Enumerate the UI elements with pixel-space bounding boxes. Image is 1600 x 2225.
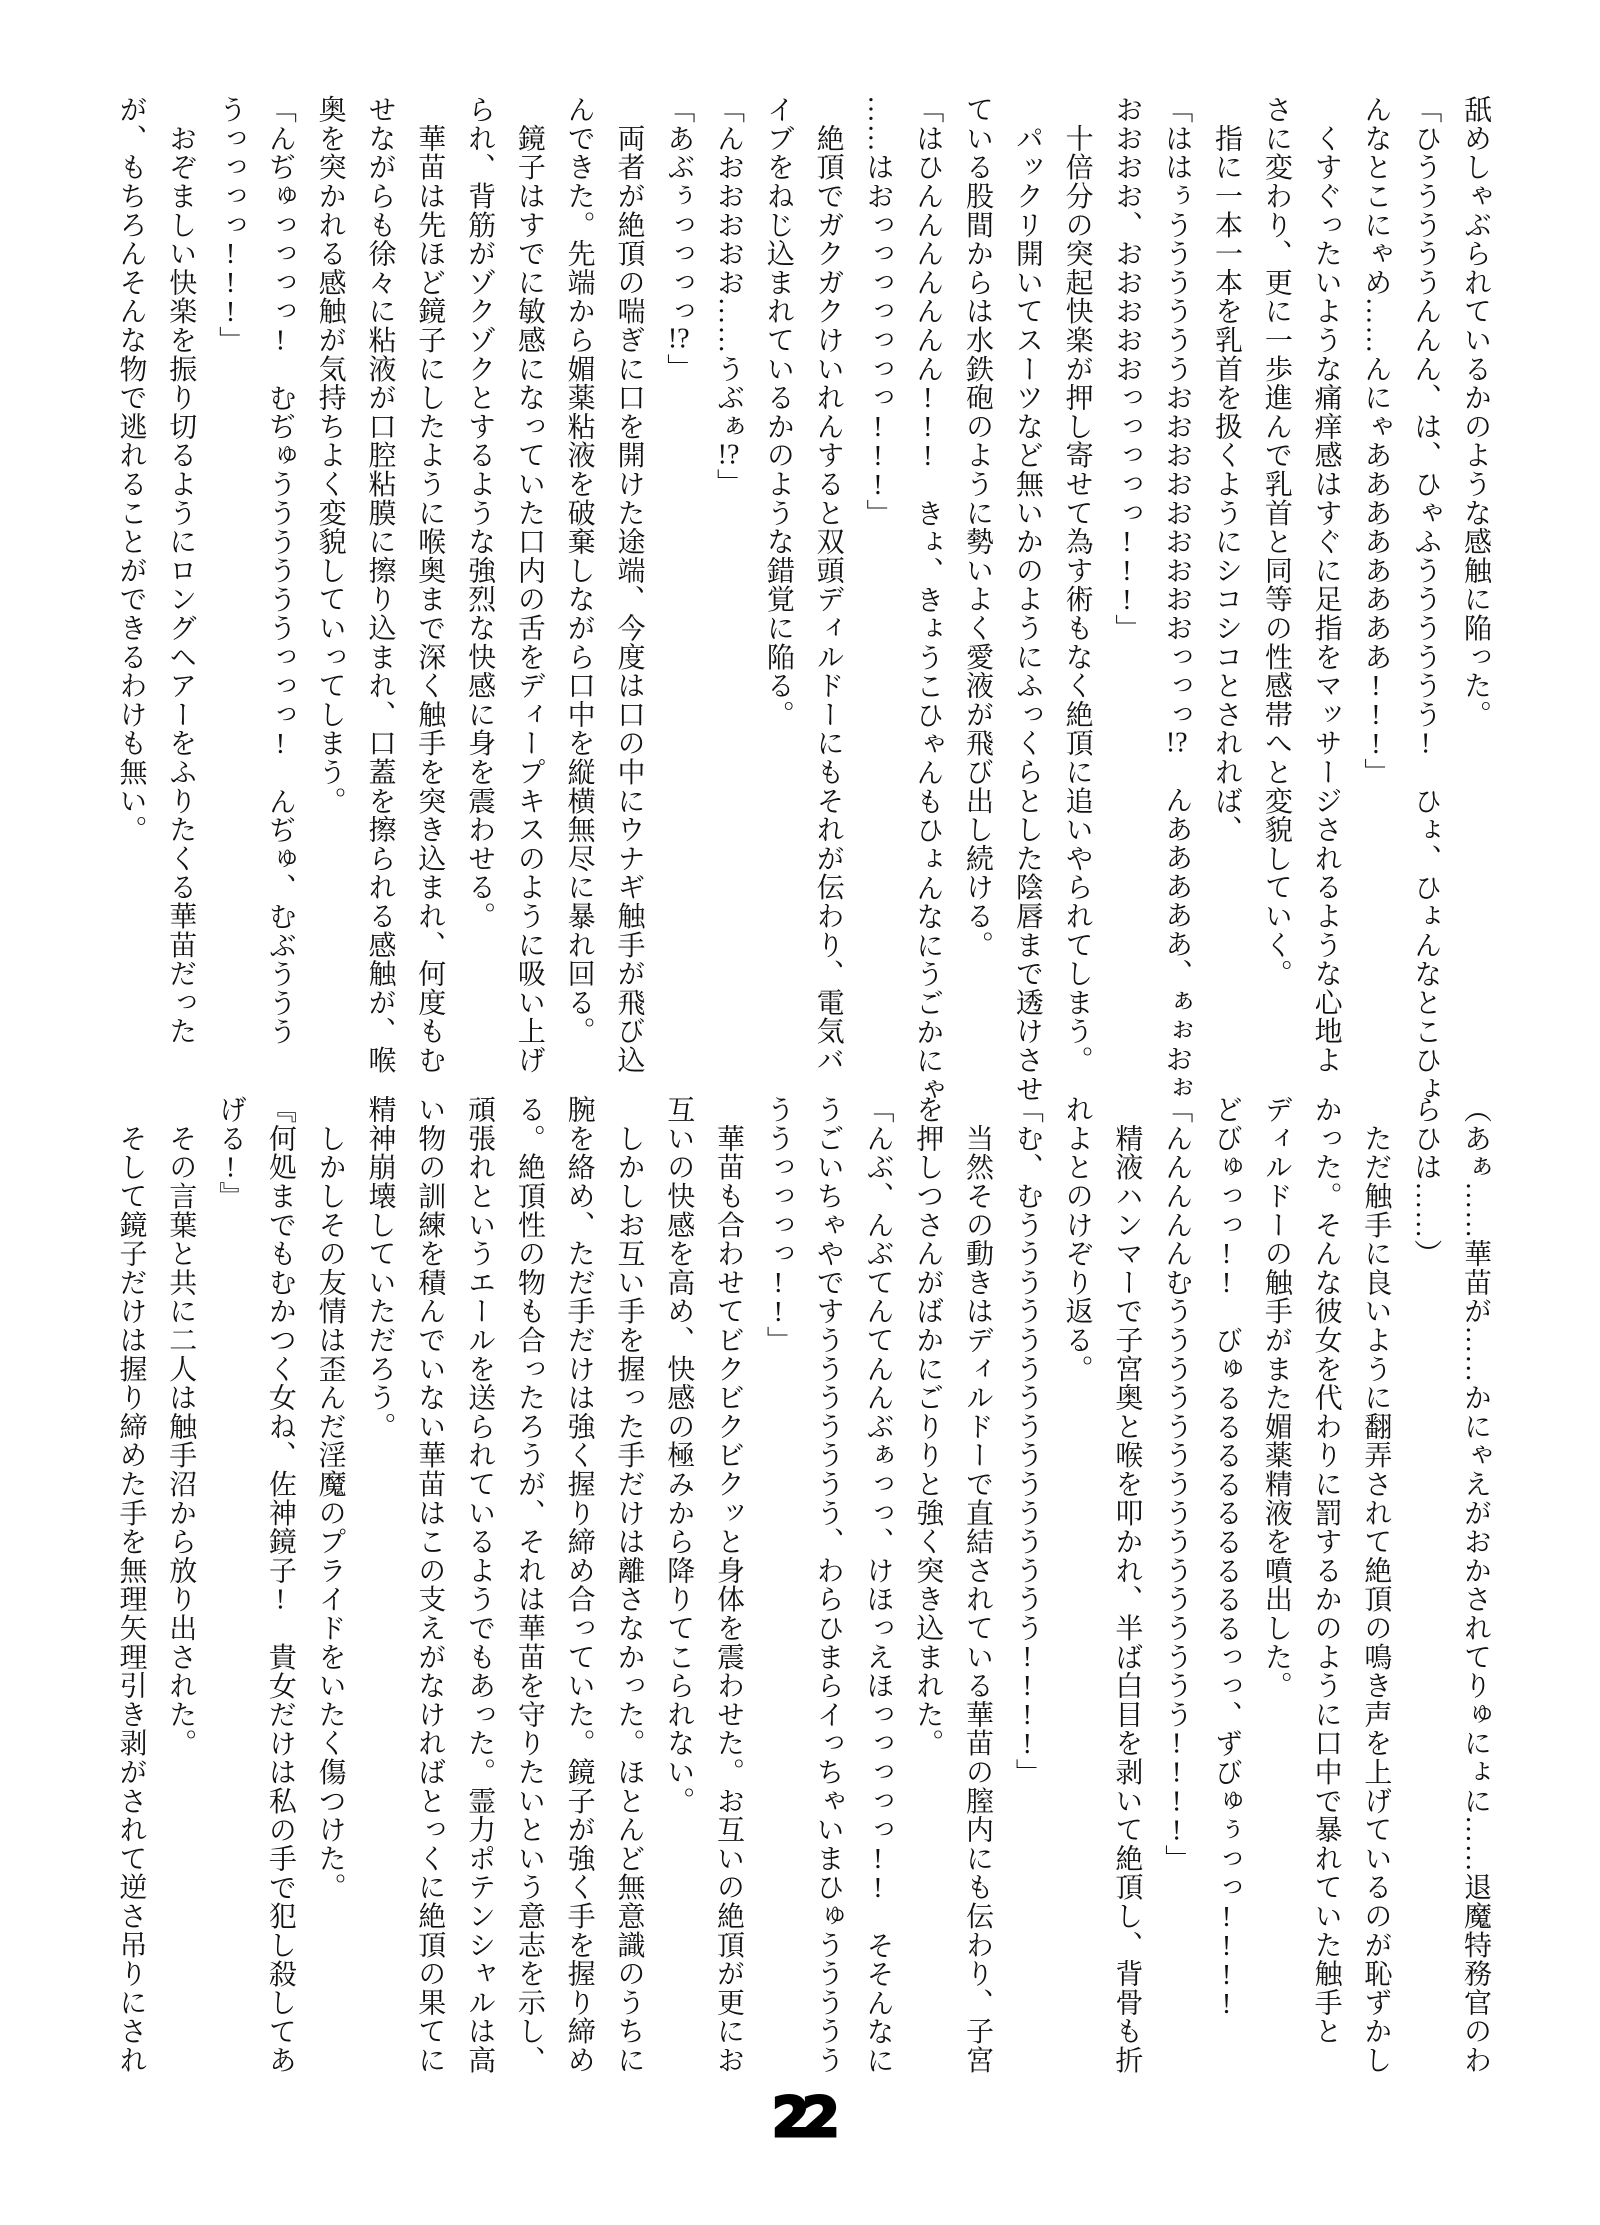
text-column: かった。そんな彼女を代わりに罰するかのように口中で暴れていた触手と [1310, 1095, 1342, 2046]
text-column: 華苗も合わせてビクビクビクッと身体を震わせた。お互いの絶頂が更にお [713, 1095, 745, 2075]
text-column: くすぐったいような痛痒感はすぐに足指をマッサージされるような心地よ [1310, 95, 1342, 1075]
punctuation-run: !! [762, 1267, 794, 1326]
punctuation-run: !!! [215, 239, 247, 326]
text-column: る。絶頂性の物も合ったろうが、それは華苗を守りたいという意志を示し、 [513, 1095, 545, 2075]
punctuation-run: !! [1211, 1239, 1243, 1297]
punctuation-run: !!! [1360, 671, 1392, 758]
text-column: らひは……） [1410, 1095, 1442, 1268]
text-column: 精神崩壊していただろう。 [364, 1095, 396, 1441]
text-column: どびゅっっ!! びゅるるるるるるるるるっっ、ずびゅぅっっ!!!! [1211, 1095, 1243, 2018]
text-column: 両者が絶頂の喘ぎに口を開けた途端、今度は口の中にウナギ触手が飛び込 [613, 95, 645, 1075]
text-column: うごいちゃやですううううううう、わらひまらイっちゃいまひゅううううう [812, 1095, 844, 2075]
text-column: 「あぶぅっっっっ!?」 [663, 95, 695, 383]
text-column: しかしお互い手を握った手だけは離さなかった。ほとんど無意識のうちに [613, 1095, 645, 2075]
punctuation-run: !!!! [1211, 1901, 1243, 2018]
text-column: さに変わり、更に一歩進んで乳首と同等の性感帯へと変貌していく。 [1260, 95, 1292, 988]
text-column: 「んおおおおお……うぶぁ!?」 [713, 95, 745, 498]
text-column: 「んぢゅっっっっ! むぢゅううううううっっっ! んぢゅ、むぶううう [264, 95, 296, 1046]
text-column: ううっっっっ!!」 [762, 1095, 794, 1355]
text-column: うっっっっ!!!」 [215, 95, 247, 355]
text-column: おおおお、おおおおおっっっっっ!!!」 [1111, 95, 1143, 643]
text-column: 「ひうううううんんん、は、ひゃふうううううう! ひょ、ひょんなとこひょ [1410, 95, 1442, 1104]
text-column: パックリ開いてスーツなど無いかのようにふっくらとした陰唇まで透けさせ [1011, 95, 1043, 1103]
page-number: 22 [772, 2086, 833, 2149]
punctuation-run: !!! [912, 383, 944, 470]
text-column: 舐めしゃぶられているかのような感触に陥った。 [1460, 95, 1491, 729]
punctuation-run: ! [1410, 728, 1442, 758]
text-column: 頑張れというエールを送られているようでもあった。霊力ポテンシャルは高 [464, 1095, 496, 2075]
punctuation-run: !!! [862, 411, 894, 499]
text-column: ……はおっっっっっっっ!!!」 [862, 95, 894, 528]
punctuation-run: !? [717, 440, 740, 469]
text-column: 精液ハンマーで子宮奥と喉を叩かれ、半ば白目を剥いて絶頂し、背骨も折 [1111, 1095, 1143, 2075]
text-column: 華苗は先ほど鏡子にしたように喉奥まで深く触手を突き込まれ、何度もむ [414, 95, 446, 1075]
text-column: られ、背筋がゾクゾクとするような強烈な快感に身を震わせる。 [464, 95, 496, 931]
text-column: んできた。先端から媚薬粘液を破棄しながら口中を縦横無尽に暴れ回る。 [563, 95, 595, 1046]
text-column: しかしその友情は歪んだ淫魔のプライドをいたく傷つけた。 [314, 1095, 346, 1902]
text-column: げる!』 [215, 1095, 247, 1211]
punctuation-run: !!! [1111, 527, 1143, 614]
text-column: を押しつさんがばかにごりりと強く突き込まれた。 [912, 1095, 944, 1758]
text-column: イブをねじ込まれているかのような錯覚に陥る。 [762, 95, 794, 729]
text-column: その言葉と共に二人は触手沼から放り出された。 [165, 1095, 197, 1758]
text-column: れよとのけぞり返る。 [1061, 1095, 1093, 1383]
text-column: 腕を絡め、ただ手だけは強く握り締め合っていた。鏡子が強く手を握り締め [563, 1095, 595, 2075]
text-column: い物の訓練を積んでいない華苗はこの支えがなければとっくに絶頂の果てに [414, 1095, 446, 2075]
text-column: 『何処までもむかつく女ね、佐神鏡子! 貴女だけは私の手で犯し殺してあ [264, 1095, 296, 2075]
text-column: 「んんんんんむううううううううううううううう!!!!」 [1161, 1095, 1193, 1874]
punctuation-run: ! [264, 1584, 296, 1614]
punctuation-run: !!!! [1011, 1642, 1043, 1759]
punctuation-run: !! [862, 1843, 894, 1902]
punctuation-run: ! [215, 1152, 247, 1182]
punctuation-run: ! [264, 728, 296, 758]
text-column: せながらも徐々に粘液が口腔粘膜に擦り込まれ、口蓋を擦られる感触が、喉 [364, 95, 396, 1075]
text-column: が、もちろんそんな物で逃れることができるわけも無い。 [115, 95, 147, 844]
text-column: 「む、むううううううううううううううう!!!!」 [1011, 1095, 1043, 1788]
punctuation-run: ! [264, 325, 296, 355]
text-column: 「ははぅううううううおおおおおおおおおっっっ!? んあああああ、ぁぉおぉ [1161, 95, 1193, 1103]
text-column: 「はひんんんんんんん!!! きょ、きょうこひゃんもひょんなにうごかにゃ [912, 95, 944, 1104]
text-column: 十倍分の突起快楽が押し寄せて為す術もなく絶頂に追いやられてしまう。 [1061, 95, 1093, 1075]
text-column: ただ触手に良いように翻弄されて絶頂の鳴き声を上げているのが恥ずかし [1360, 1095, 1392, 2075]
text-column: 絶頂でガクガクけいれんすると双頭ディルドーにもそれが伝わり、電気バ [812, 95, 844, 1075]
text-column: 奥を突かれる感触が気持ちよく変貌していってしまう。 [314, 95, 346, 815]
text-column: 「んぶ、んぶてんてんんぶぁっっ、けほっえほっっっっっ!! そそんなに [862, 1095, 894, 2075]
text-column: ている股間からは水鉄砲のように勢いよく愛液が飛び出し続ける。 [962, 95, 994, 959]
text-column: （あぁ……華苗が……かにゃえがおかされてりゅにょに……退魔特務官のわ [1460, 1095, 1491, 2075]
text-column: おぞましい快楽を振り切るようにロングヘアーをふりたくる華苗だった [165, 95, 197, 1046]
text-column: 互いの快感を高め、快感の極みから降りてこられない。 [663, 1095, 695, 1815]
text-column: んなとこにゃめ……んにゃああああああああ!!!」 [1360, 95, 1392, 787]
text-column: 当然その動きはディルドーで直結されている華苗の膣内にも伝わり、子宮 [962, 1095, 994, 2075]
bottom-text-block [106, 1095, 1500, 2105]
punctuation-run: !? [667, 325, 690, 354]
top-text-block [106, 95, 1500, 1104]
text-column: 指に一本一本を乳首を扱くようにシコシコとされれば、 [1211, 95, 1243, 844]
text-column: ディルドーの触手がまた媚薬精液を噴出した。 [1260, 1095, 1292, 1700]
punctuation-run: !!!! [1161, 1728, 1193, 1845]
text-column: そして鏡子だけは握り締めた手を無理矢理引き剥がされて逆さ吊りにされ [115, 1095, 147, 2075]
text-column: 鏡子はすでに敏感になっていた口内の舌をディープキスのように吸い上げ [513, 95, 545, 1075]
punctuation-run: !? [1165, 728, 1188, 757]
